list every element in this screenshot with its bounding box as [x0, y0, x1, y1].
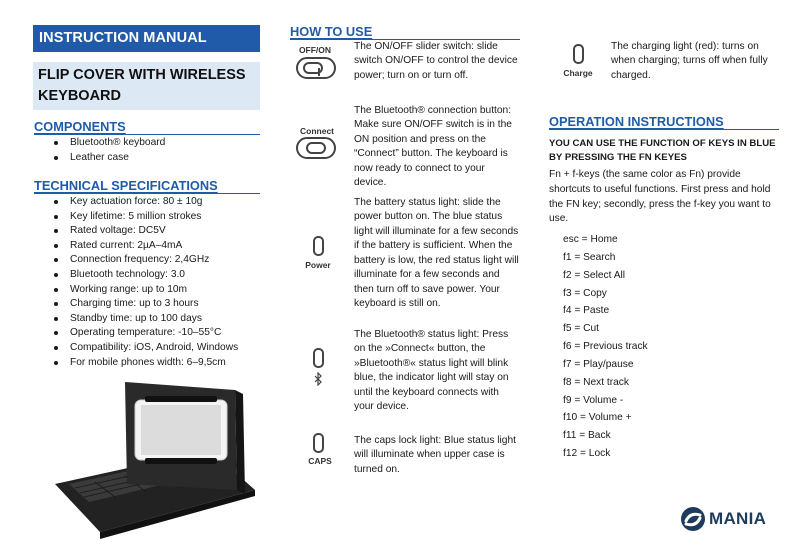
- brand-logo: [680, 506, 766, 532]
- bluetooth-light-icon: [313, 348, 324, 368]
- list-item: Rated current: 2µA–4mA: [34, 239, 238, 254]
- fkey-shortcut-list: [563, 233, 648, 465]
- charge-label: Charge: [563, 68, 593, 78]
- list-item: f7 = Play/pause: [563, 358, 634, 370]
- list-item: Working range: up to 10m: [34, 283, 238, 298]
- specs-heading: TECHNICAL SPECIFICATIONS: [34, 178, 218, 193]
- manual-title: INSTRUCTION MANUAL: [39, 30, 207, 46]
- fn-instruction-text: Fn + f-keys (the same color as Fn) provide shortcuts to useful functions. First press and hold the FN key; secondly, press the f-key you want to use.: [549, 169, 771, 225]
- list-item: Compatibility: iOS, Android, Windows: [34, 341, 238, 356]
- list-item: Bluetooth technology: 3.0: [34, 268, 238, 283]
- keyboard-case-photo: [55, 372, 255, 542]
- components-rule: [34, 134, 260, 135]
- list-item: Operating temperature: -10–55°C: [34, 326, 238, 341]
- components-list: [34, 136, 165, 165]
- list-item: f4 = Paste: [563, 305, 610, 317]
- caps-description: The caps lock light: Blue status light will illuminate when upper case is turned on.: [354, 435, 516, 475]
- charge-light-icon: [573, 44, 584, 64]
- list-item: f9 = Volume -: [563, 394, 624, 406]
- specs-list: [34, 195, 238, 370]
- product-title-banner: [33, 62, 260, 110]
- logo-mark-icon: [680, 506, 706, 532]
- offon-label: OFF/ON: [298, 45, 332, 55]
- manual-title-banner: [33, 25, 260, 52]
- slider-switch-icon: [296, 57, 336, 79]
- list-item: Charging time: up to 3 hours: [34, 297, 238, 312]
- offon-description: The ON/OFF slider switch: slide switch ON/OFF to control the device power; turn on or turn off.: [354, 41, 518, 81]
- logo-text: MANIA: [709, 508, 767, 528]
- list-item: Leather case: [34, 151, 165, 166]
- list-item: f10 = Volume +: [563, 412, 632, 424]
- list-item: esc = Home: [563, 234, 618, 245]
- list-item: For mobile phones width: 6–9,5cm: [34, 356, 238, 371]
- product-title: FLIP COVER WITH WIRELESS KEYBOARD: [38, 67, 246, 105]
- power-light-icon: [313, 236, 324, 256]
- list-item: Connection frequency: 2,4GHz: [34, 253, 238, 268]
- list-item: f3 = Copy: [563, 287, 607, 299]
- list-item: Key lifetime: 5 million strokes: [34, 210, 238, 225]
- list-item: f12 = Lock: [563, 448, 611, 460]
- fn-instruction-caps: YOU CAN USE THE FUNCTION OF KEYS IN BLUE BY PRESSING THE FN KEYES: [549, 138, 776, 164]
- connect-label: Connect: [300, 126, 334, 136]
- caps-light-icon: [313, 433, 324, 453]
- list-item: f2 = Select All: [563, 269, 626, 281]
- list-item: Standby time: up to 100 days: [34, 312, 238, 327]
- operation-heading: OPERATION INSTRUCTIONS: [549, 114, 724, 129]
- power-label: Power: [305, 260, 331, 270]
- list-item: f8 = Next track: [563, 376, 629, 388]
- list-item: Key actuation force: 80 ± 10g: [34, 195, 238, 210]
- list-item: f5 = Cut: [563, 323, 599, 335]
- charge-description: The charging light (red): turns on when charging; turns off when fully charged.: [611, 41, 768, 81]
- bluetooth-description: The Bluetooth® status light: Press on the »Connect« button, the »Bluetooth®« status light will blink blue, the indicator light will stay on until the keyboard connects with your device.: [354, 329, 509, 413]
- bluetooth-icon: [313, 372, 324, 386]
- caps-label: CAPS: [308, 456, 332, 466]
- components-heading: COMPONENTS: [34, 119, 126, 134]
- connect-description: The Bluetooth® connection button: Make sure ON/OFF switch is in the ON position and press on the “Connect” button. The keyboard is now ready to connect to your device.: [354, 105, 512, 189]
- list-item: Rated voltage: DC5V: [34, 224, 238, 239]
- list-item: f11 = Back: [563, 430, 611, 442]
- specs-rule: [34, 193, 260, 194]
- connect-button-icon: [296, 137, 336, 159]
- howto-heading: HOW TO USE: [290, 24, 373, 39]
- power-description: The battery status light: slide the power button on. The blue status light will illuminate for a few seconds if the battery is sufficient. When the battery is low, the red status light will illuminate for a few seconds and then turn off to save power. Your keyboard is still on.: [354, 197, 519, 310]
- list-item: Bluetooth® keyboard: [34, 136, 165, 151]
- operation-rule: [549, 129, 779, 130]
- list-item: f1 = Search: [563, 251, 616, 263]
- list-item: f6 = Previous track: [563, 341, 648, 353]
